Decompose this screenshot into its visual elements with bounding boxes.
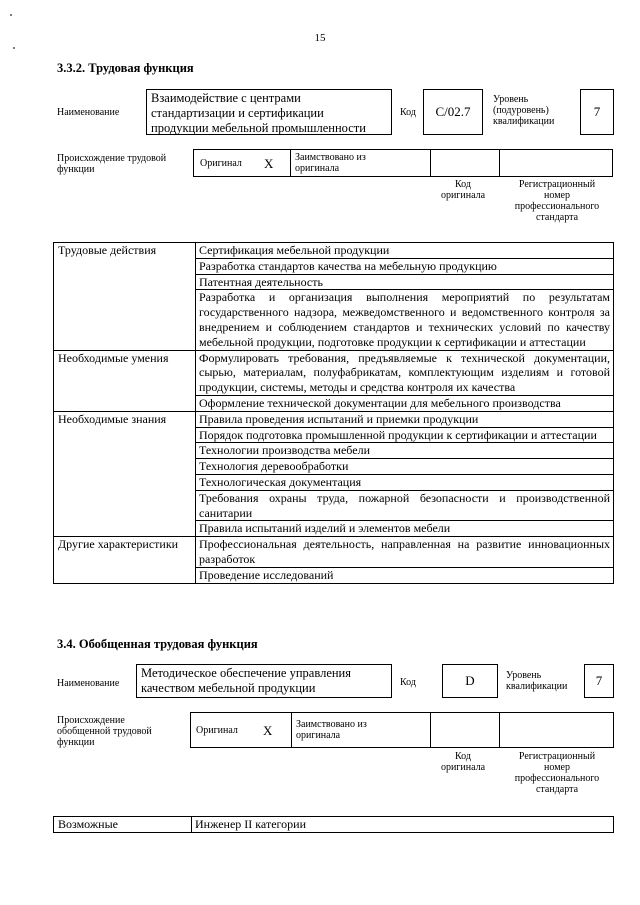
section-332-name-box [146,89,392,135]
name-line: продукции мебельной промышленности [151,121,366,135]
table-cell: Порядок подготовка промышленной продукции к сертификации и аттестации [196,427,614,443]
caption-line: номер [544,190,570,201]
original-mark: X [264,156,274,171]
caption-line: профессионального [514,773,600,784]
table-cell: Патентная деятельность [196,274,614,290]
name-line: качеством мебельной продукции [141,681,316,695]
section-332-origin-box [193,149,613,177]
origin-label-line: обобщенной трудовой [57,726,152,737]
table-cell: Разработка стандартов качества на мебельную продукцию [196,258,614,274]
row-label: Другие характеристики [54,537,196,583]
section-34-name-box [136,664,392,698]
section-332-level-box [580,89,614,135]
code-original-caption [428,751,498,773]
table-row [54,537,614,568]
caption-line: Регистрационный [518,179,596,190]
section-34-name-label: Наименование [57,678,120,689]
level-label-line: (подуровень) [493,105,549,116]
borrowed-label-line: Заимствовано из [295,152,366,163]
caption-line: оригинала [440,190,486,201]
table-cell: Профессиональная деятельность, направленная на развитие инновационных разработок [196,537,614,568]
caption-line: стандарта [535,784,579,795]
code-original-caption [428,179,498,201]
section-332-code-box [423,89,483,135]
original-label: Оригинал [200,158,242,169]
page-number: 15 [314,32,326,44]
section-332-name-label: Наименование [57,107,120,118]
table-cell: Технологическая документация [196,474,614,490]
scan-mark [10,14,12,16]
divider [291,713,292,747]
section-332-origin-label [57,153,166,175]
table-cell: Правила проведения испытаний и приемки продукции [196,411,614,427]
name-line: Методическое обеспечение управления [141,666,351,680]
borrowed-label-line: оригинала [295,163,340,174]
original-label: Оригинал [196,725,238,736]
section-34-origin-label [57,715,152,748]
origin-label-line: Происхождение [57,715,125,726]
level-label-line: квалификации [506,681,568,692]
table-cell: Правила испытаний изделий и элементов мебели [196,521,614,537]
divider [499,150,500,176]
caption-line: оригинала [440,762,486,773]
name-line: Взаимодействие с центрами [151,91,301,105]
caption-line: стандарта [535,212,579,223]
borrowed-label-line: оригинала [296,730,341,741]
origin-label-line: Происхождение трудовой [57,153,167,164]
level-label-line: Уровень [493,94,529,105]
table-cell: Требования охраны труда, пожарной безопасности и производственной санитарии [196,490,614,521]
row-label: Возможные [54,817,192,833]
table-cell: Сертификация мебельной продукции [196,243,614,259]
original-mark: X [263,723,273,738]
level-value: 7 [593,104,601,119]
section-34-level-box [584,664,614,698]
table-cell: Проведение исследований [196,567,614,583]
section-34-level-label [506,670,567,692]
caption-line: профессионального [514,201,600,212]
table-cell: Инженер II категории [192,817,614,833]
table-cell: Формулировать требования, предъявляемые к технической документации, сырью, материалам, полуфабрикатам, комплектующим изделиям и готовой продукции, системы, методы и средства контроля их качества [196,350,614,395]
table-row [54,243,614,259]
code-value: C/02.7 [435,104,471,119]
caption-line: Регистрационный [518,751,596,762]
divider [430,150,431,176]
scan-mark [13,47,15,49]
origin-label-line: функции [57,164,95,175]
section-34-heading: 3.4. Обобщенная трудовая функция [57,637,258,651]
section-34-code-label: Код [400,677,416,688]
caption-line: Код [455,179,471,190]
section-34-code-box [442,664,498,698]
section-332-code-label: Код [400,107,416,118]
table-cell: Разработка и организация выполнения мероприятий по результатам государственного надзора, межведомственного и ведомственного контроля за внедрением и соблюдением стандартов и технических условий по качеству мебельной продукции, подготовке продукции к сертификации и аттестации [196,290,614,350]
borrowed-label [296,719,367,741]
caption-line: номер [544,762,570,773]
table-cell: Технология деревообработки [196,459,614,475]
section-332-table [53,242,614,584]
level-value: 7 [595,673,603,688]
name-line: стандартизации и сертификации [151,106,324,120]
divider [290,150,291,176]
section-332-level-label [493,94,554,127]
reg-number-caption [503,751,611,795]
table-cell: Технологии производства мебели [196,443,614,459]
table-cell: Оформление технической документации для мебельного производства [196,395,614,411]
row-label: Необходимые знания [54,411,196,536]
level-label-line: квалификации [493,116,555,127]
origin-label-line: функции [57,737,95,748]
row-label: Трудовые действия [54,243,196,351]
section-332-heading: 3.3.2. Трудовая функция [57,61,194,75]
table-row [54,817,614,833]
caption-line: Код [455,751,471,762]
borrowed-label [295,152,366,174]
section-34-origin-box [190,712,614,748]
section-34-table [53,816,614,833]
level-label-line: Уровень [506,670,542,681]
row-label: Необходимые умения [54,350,196,411]
divider [499,713,500,747]
reg-number-caption [503,179,611,223]
table-row [54,350,614,395]
borrowed-label-line: Заимствовано из [296,719,367,730]
code-value: D [465,673,475,688]
table-row [54,411,614,427]
divider [430,713,431,747]
